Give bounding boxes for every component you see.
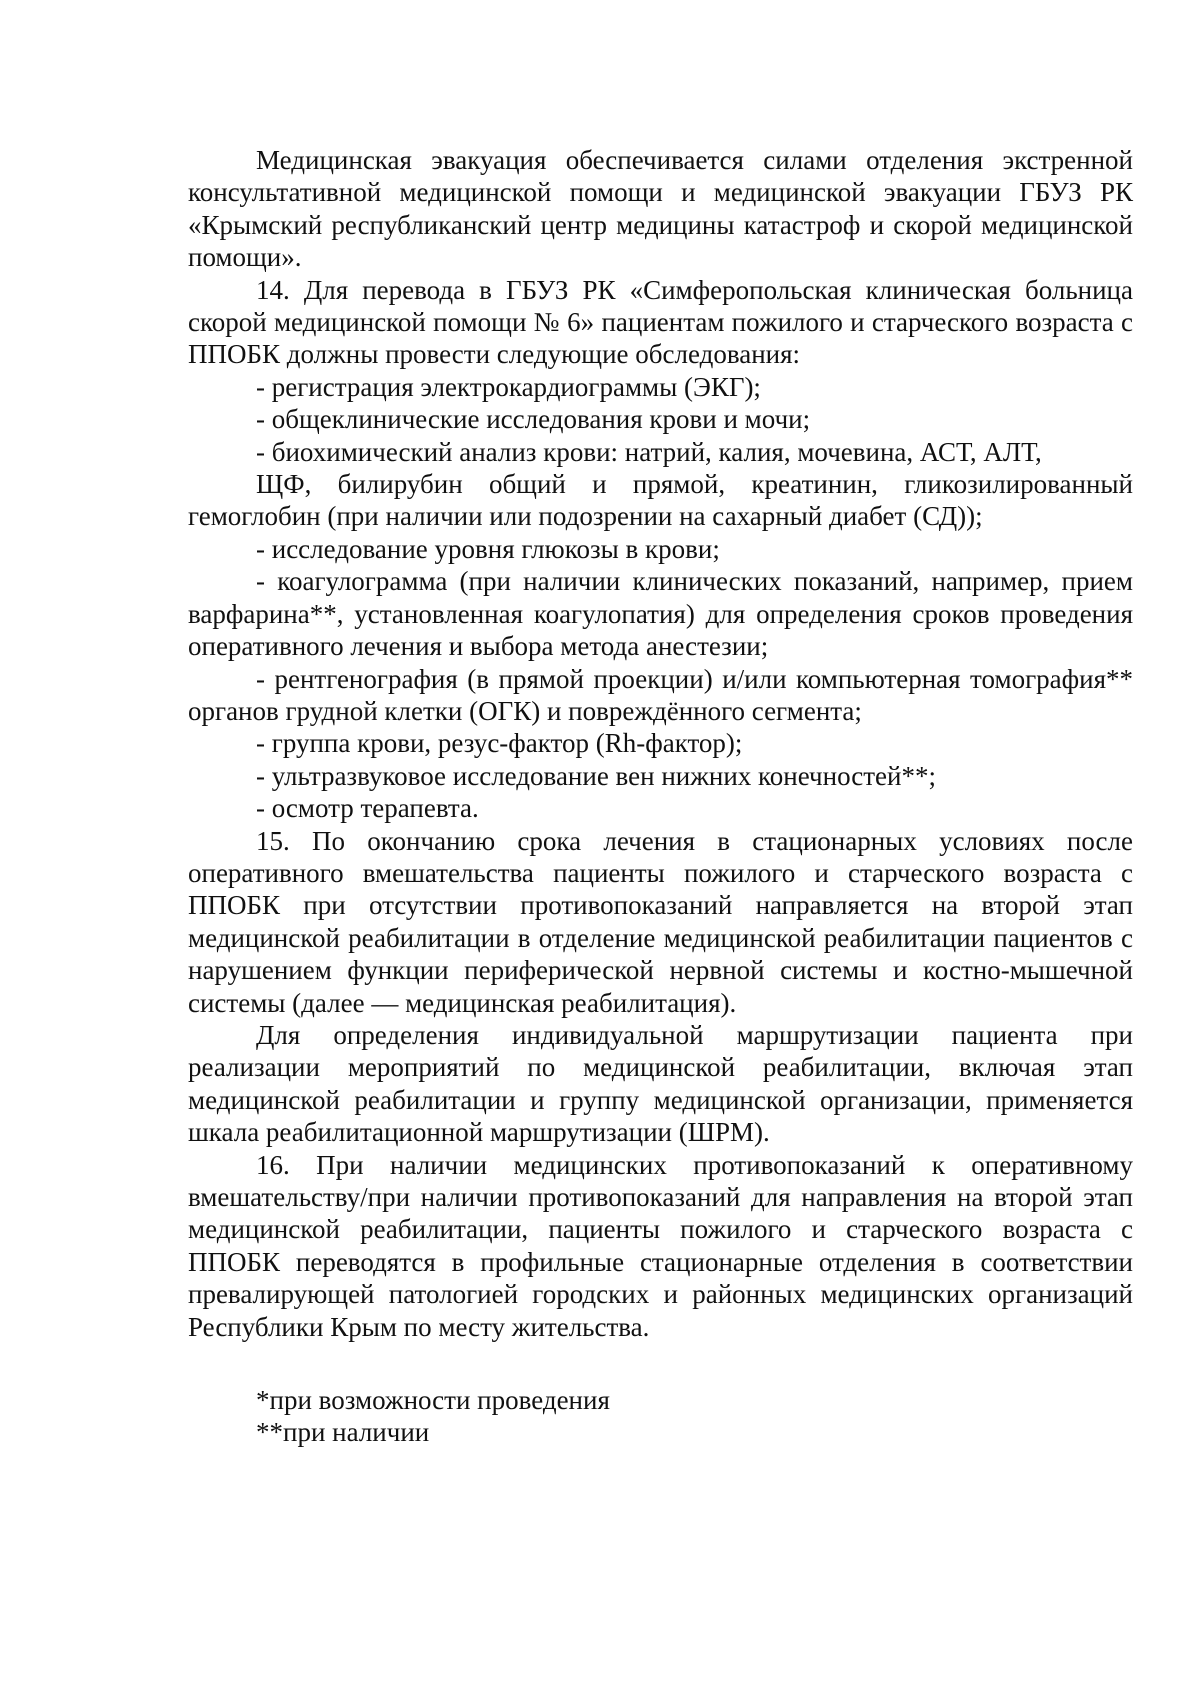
- paragraph-15: 15. По окончанию срока лечения в стационарных условиях после оперативного вмешательства пациенты пожилого и старческого возраста с ППОБК при отсутствии противопоказаний направляется на второй этап медицинской реабилитации в отделение медицинской реабилитации пациентов с нарушением функции периферической нервной системы и костно-мышечной системы (далее — медицинская реабилитация).: [188, 825, 1133, 1018]
- paragraph-14: 14. Для перевода в ГБУЗ РК «Симферопольская клиническая больница скорой медицинской помощи № 6» пациентам пожилого и старческого возраста с ППОБК должны провести следующие обследования:: [188, 274, 1133, 370]
- list-item-biochemistry-cont: ЩФ, билирубин общий и прямой, креатинин, гликозилированный гемоглобин (при наличии или подозрении на сахарный диабет (СД));: [188, 469, 1133, 532]
- list-item-biochemistry: - биохимический анализ крови: натрий, калия, мочевина, АСТ, АЛТ,: [256, 436, 1042, 467]
- list-item-therapist: - осмотр терапевта.: [256, 793, 479, 824]
- list-item-ultrasound: - ультразвуковое исследование вен нижних конечностей**;: [256, 760, 936, 791]
- list-item-blood-urine: - общеклинические исследования крови и мочи;: [256, 404, 811, 435]
- paragraph-evacuation: Медицинская эвакуация обеспечивается силами отделения экстренной консультативной медицинской помощи и медицинской эвакуации ГБУЗ РК «Крымский республиканский центр медицины катастроф и скорой медицинской помощи».: [188, 145, 1133, 273]
- document-body: [188, 144, 1133, 1343]
- footnote-double-asterisk: **при наличии: [256, 1417, 430, 1448]
- list-item-blood-group: - группа крови, резус-фактор (Rh-фактор);: [256, 728, 743, 759]
- paragraph-16: 16. При наличии медицинских противопоказаний к оперативному вмешательству/при наличии противопоказаний для направления на второй этап медицинской реабилитации, пациенты пожилого и старческого возраста с ППОБК переводятся в профильные стационарные отделения в соответствии превалирующей патологией городских и районных медицинских организаций Республики Крым по месту жительства.: [188, 1149, 1133, 1342]
- list-item-glucose: - исследование уровня глюкозы в крови;: [256, 533, 720, 564]
- list-item-coagulogram: - коагулограмма (при наличии клинических показаний, например, прием варфарина**, установленная коагулопатия) для определения сроков проведения оперативного лечения и выбора метода анестезии;: [188, 566, 1133, 662]
- footnote-single-asterisk: *при возможности проведения: [256, 1385, 610, 1415]
- list-item-ecg: - регистрация электрокардиограммы (ЭКГ);: [256, 371, 761, 402]
- paragraph-routing: Для определения индивидуальной маршрутизации пациента при реализации мероприятий по медицинской реабилитации, включая этап медицинской реабилитации и группу медицинской организации, применяется шкала реабилитационной маршрутизации (ШРМ).: [188, 1019, 1133, 1148]
- footnotes: [256, 1384, 1056, 1449]
- list-item-radiography: - рентгенография (в прямой проекции) и/или компьютерная томография** органов грудной клетки (ОГК) и повреждённого сегмента;: [188, 663, 1133, 726]
